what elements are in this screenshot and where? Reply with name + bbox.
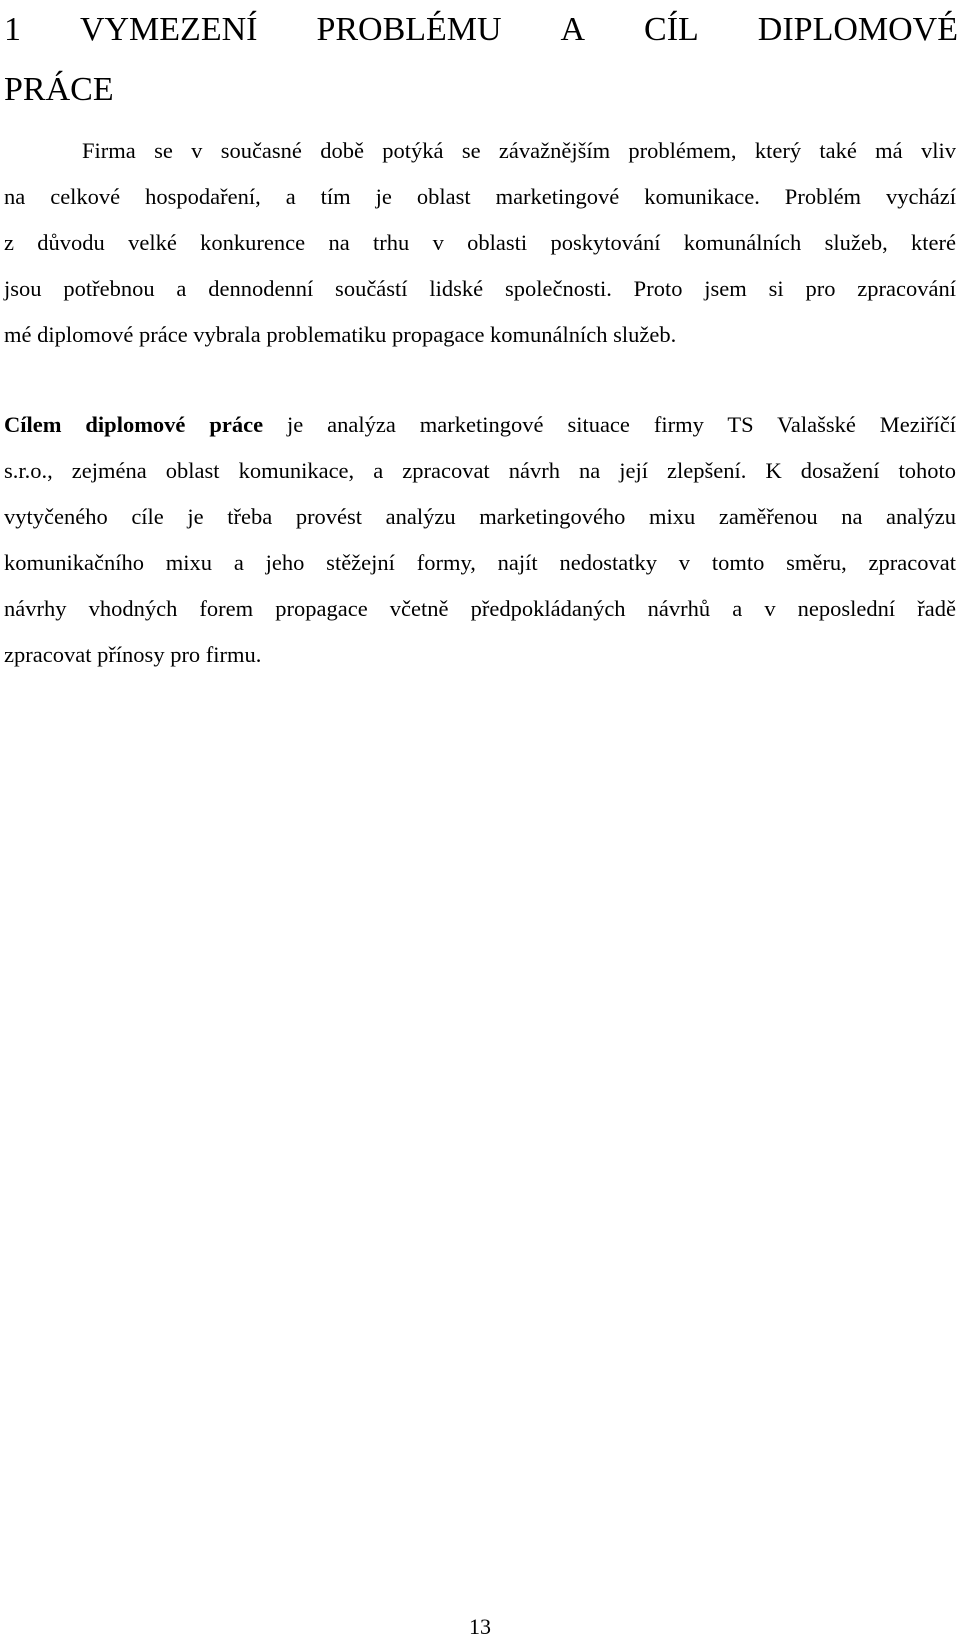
text-line: mé diplomové práce vybrala problematiku propagace komunálních služeb. <box>4 322 677 347</box>
text-line-rest: je analýza marketingové situace firmy TS Valašské Meziříčí <box>263 412 956 437</box>
heading-word: CÍL <box>644 11 699 48</box>
text-line: návrhy vhodných forem propagace včetně předpokládaných návrhů a v neposlední řadě <box>4 596 956 621</box>
text-line: z důvodu velké konkurence na trhu v oblasti poskytování komunálních služeb, které <box>4 230 956 255</box>
heading-word: A <box>560 11 586 48</box>
paragraph-problem <box>4 128 956 358</box>
text-line: na celkové hospodaření, a tím je oblast marketingové komunikace. Problém vychází <box>4 184 956 209</box>
bold-lead: Cílem diplomové práce <box>4 412 264 437</box>
text-line: Firma se v současné době potýká se závažnějším problémem, který také má vliv <box>82 138 956 163</box>
text-line: jsou potřebnou a dennodenní součástí lidské společnosti. Proto jsem si pro zpracování <box>4 276 956 301</box>
paragraph-goal <box>4 402 956 678</box>
text-line: zpracovat přínosy pro firmu. <box>4 642 262 667</box>
text-line: s.r.o., zejména oblast komunikace, a zpracovat návrh na její zlepšení. K dosažení tohoto <box>4 458 956 483</box>
page-number: 13 <box>469 1614 491 1639</box>
text-line: vytyčeného cíle je třeba provést analýzu marketingového mixu zaměřenou na analýzu <box>4 504 956 529</box>
text-line: komunikačního mixu a jeho stěžejní formy, najít nedostatky v tomto směru, zpracovat <box>4 550 956 575</box>
heading-word: PROBLÉMU <box>316 11 502 48</box>
chapter-heading-line-1 <box>4 0 958 60</box>
chapter-heading-line-2: PRÁCE <box>4 71 114 108</box>
heading-word: DIPLOMOVÉ <box>757 11 958 48</box>
text-line <box>4 402 956 448</box>
heading-word: VYMEZENÍ <box>79 11 258 48</box>
chapter-heading <box>4 0 958 120</box>
chapter-number: 1 <box>4 11 21 48</box>
